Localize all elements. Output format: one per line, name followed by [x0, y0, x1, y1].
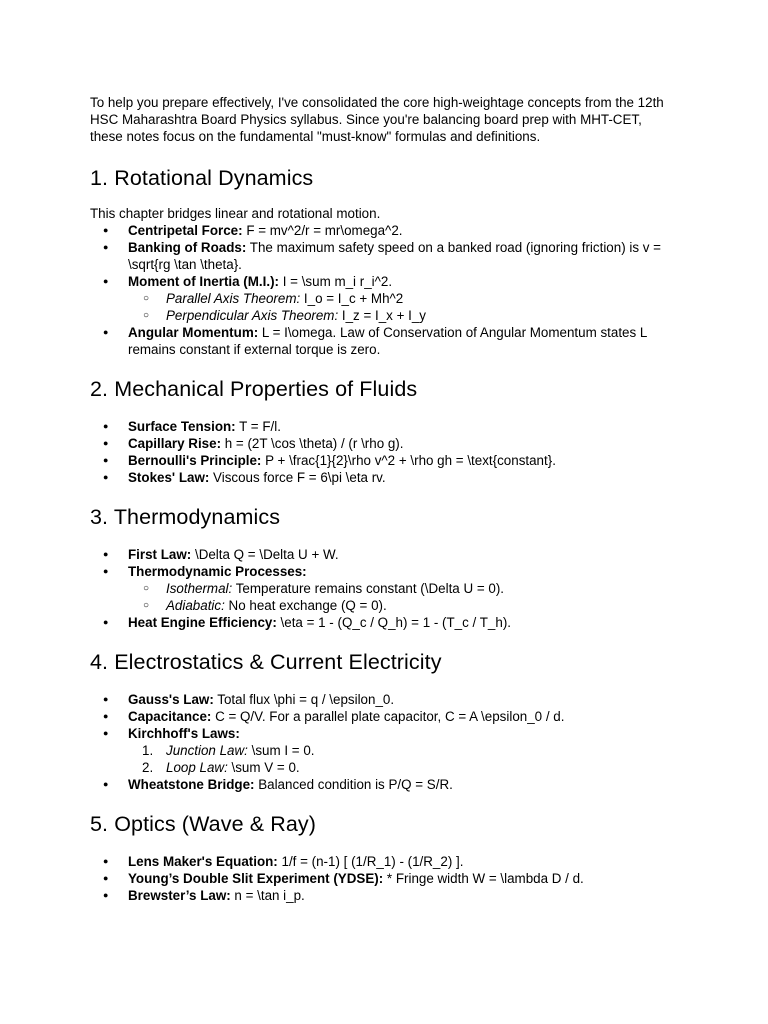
section-electrostatics	[90, 649, 678, 793]
item-label: Heat Engine Efficiency:	[128, 615, 277, 630]
section-lead: This chapter bridges linear and rotational motion.	[90, 206, 381, 221]
item-text: h = (2T \cos \theta) / (r \rho g).	[221, 436, 404, 451]
item-label: Kirchhoff's Laws:	[128, 726, 240, 741]
sub-item-label: Adiabatic:	[166, 598, 225, 613]
list-item	[90, 418, 678, 435]
list-item	[90, 563, 678, 614]
item-label: Stokes' Law:	[128, 470, 210, 485]
section-optics	[90, 811, 678, 904]
item-label: Wheatstone Bridge:	[128, 777, 255, 792]
item-text: Total flux \phi = q / \epsilon_0.	[213, 692, 395, 707]
list-item	[90, 725, 678, 776]
item-text: \Delta Q = \Delta U + W.	[191, 547, 339, 562]
list-item	[90, 776, 678, 793]
section-thermodynamics	[90, 504, 678, 631]
list-item	[90, 614, 678, 631]
item-text: \eta = 1 - (Q_c / Q_h) = 1 - (T_c / T_h).	[276, 615, 512, 630]
sub-item-label: Perpendicular Axis Theorem:	[166, 308, 339, 323]
item-text: T = F/l.	[235, 419, 281, 434]
sub-item-text: \sum I = 0.	[247, 743, 315, 758]
section-heading: 3. Thermodynamics	[90, 505, 281, 529]
bullet-list	[90, 222, 678, 358]
sub-item-label: Isothermal:	[166, 581, 233, 596]
item-text: L = I\omega. Law of Conservation of Angular Momentum states L remains constant if external torque is zero.	[128, 325, 647, 357]
list-item	[90, 887, 678, 904]
bullet-list	[90, 418, 678, 486]
numbered-list	[128, 742, 678, 776]
item-label: Lens Maker's Equation:	[128, 854, 278, 869]
list-item	[90, 870, 678, 887]
item-label: Brewster’s Law:	[128, 888, 231, 903]
section-heading: 1. Rotational Dynamics	[90, 166, 314, 190]
list-item	[90, 469, 678, 486]
sub-item-text: Temperature remains constant (\Delta U = 0).	[232, 581, 505, 596]
item-label: Centripetal Force:	[128, 223, 243, 238]
item-label: Capillary Rise:	[128, 436, 222, 451]
list-item	[90, 222, 678, 239]
list-item	[90, 708, 678, 725]
item-label: Thermodynamic Processes:	[128, 564, 307, 579]
item-label: First Law:	[128, 547, 192, 562]
list-item	[90, 324, 678, 358]
sub-list-item	[90, 580, 678, 597]
item-label: Angular Momentum:	[128, 325, 259, 340]
sub-item-text: No heat exchange (Q = 0).	[224, 598, 387, 613]
section-fluids	[90, 376, 678, 486]
section-heading: 2. Mechanical Properties of Fluids	[90, 377, 418, 401]
item-text: * Fringe width W = \lambda D / d.	[383, 871, 584, 886]
sub-item-text: \sum V = 0.	[227, 760, 300, 775]
item-text: F = mv^2/r = mr\omega^2.	[242, 223, 403, 238]
bullet-list	[90, 546, 678, 631]
item-text: The maximum safety speed on a banked road (ignoring friction) is v = \sqrt{rg \tan \theta}.	[128, 240, 661, 272]
list-item	[90, 273, 678, 324]
section-rotational-dynamics	[90, 165, 678, 358]
list-item	[90, 452, 678, 469]
list-item	[90, 691, 678, 708]
item-text: C = Q/V. For a parallel plate capacitor, C = A \epsilon_0 / d.	[211, 709, 565, 724]
list-item	[90, 853, 678, 870]
item-label: Surface Tension:	[128, 419, 236, 434]
sub-list-item	[90, 307, 678, 324]
item-label: Young’s Double Slit Experiment (YDSE):	[128, 871, 384, 886]
item-label: Capacitance:	[128, 709, 212, 724]
item-number: 1.	[142, 743, 154, 758]
list-item	[90, 239, 678, 273]
sub-list-item	[90, 290, 678, 307]
item-text: Viscous force F = 6\pi \eta rv.	[209, 470, 386, 485]
intro-paragraph: To help you prepare effectively, I've consolidated the core high-weightage concepts from the 12th HSC Maharashtra Board Physics syllabus. Since you're balancing board prep with MHT-CET, these notes focus on the fundamental "must-know" formulas and definitions.	[90, 95, 664, 144]
sub-list	[128, 580, 678, 614]
list-item	[90, 546, 678, 563]
item-label: Bernoulli's Principle:	[128, 453, 262, 468]
item-text: I = \sum m_i r_i^2.	[279, 274, 393, 289]
item-label: Gauss's Law:	[128, 692, 214, 707]
sub-item-text: I_z = I_x + I_y	[338, 308, 427, 323]
item-label: Moment of Inertia (M.I.):	[128, 274, 280, 289]
bullet-list	[90, 691, 678, 793]
sub-item-label: Junction Law:	[166, 743, 248, 758]
item-text: 1/f = (n-1) [ (1/R_1) - (1/R_2) ].	[277, 854, 464, 869]
sub-item-text: I_o = I_c + Mh^2	[300, 291, 404, 306]
item-text: n = \tan i_p.	[230, 888, 305, 903]
item-number: 2.	[142, 760, 154, 775]
list-item	[90, 435, 678, 452]
sub-list	[128, 290, 678, 324]
item-text: P + \frac{1}{2}\rho v^2 + \rho gh = \text{constant}.	[261, 453, 556, 468]
section-heading: 5. Optics (Wave & Ray)	[90, 812, 317, 836]
numbered-list-item	[90, 742, 678, 759]
sub-item-label: Loop Law:	[166, 760, 228, 775]
section-heading: 4. Electrostatics & Current Electricity	[90, 650, 442, 674]
item-label: Banking of Roads:	[128, 240, 247, 255]
sub-item-label: Parallel Axis Theorem:	[166, 291, 301, 306]
sub-list-item	[90, 597, 678, 614]
numbered-list-item	[90, 759, 678, 776]
item-text: Balanced condition is P/Q = S/R.	[254, 777, 453, 792]
bullet-list	[90, 853, 678, 904]
